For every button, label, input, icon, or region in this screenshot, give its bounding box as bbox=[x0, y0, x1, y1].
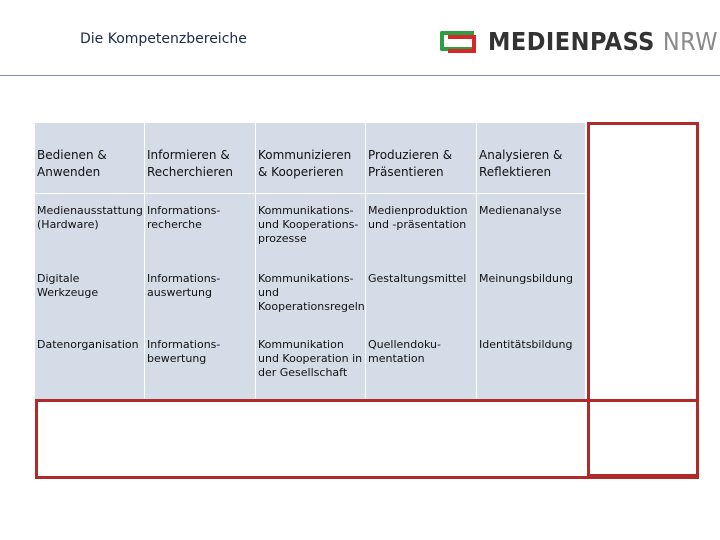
table-cell: Medienanalyse bbox=[479, 204, 562, 217]
column-informieren bbox=[145, 123, 256, 401]
table-cell: Gestaltungsmittel bbox=[368, 272, 467, 285]
column-header: Produzieren & Präsentieren bbox=[368, 148, 453, 179]
table-cell: Kommunikations- und Kooperations-prozesse bbox=[258, 204, 359, 245]
column-header: Analysieren & Reflektieren bbox=[479, 148, 563, 179]
table-cell: Informations-recherche bbox=[147, 204, 221, 231]
table-cell: Digitale Werkzeuge bbox=[37, 272, 99, 299]
table-cell: Datenorganisation bbox=[37, 338, 139, 351]
highlight-frame-bottom bbox=[35, 399, 699, 479]
table-cell: Quellendoku-mentation bbox=[368, 338, 441, 365]
table-cell: Meinungsbildung bbox=[479, 272, 573, 285]
column-analysieren bbox=[477, 123, 585, 401]
header-divider bbox=[0, 75, 720, 76]
table-cell: Informations-auswertung bbox=[147, 272, 221, 299]
table-cell: Identitätsbildung bbox=[479, 338, 573, 351]
column-header: Kommunizieren & Kooperieren bbox=[258, 148, 352, 179]
column-header: Informieren & Recherchieren bbox=[147, 148, 234, 179]
column-kommunizieren bbox=[256, 123, 366, 401]
logo-main: MEDIENPASS bbox=[488, 26, 655, 56]
table-cell: Kommunikations- und Kooperationsregeln bbox=[258, 272, 365, 313]
header-separator bbox=[35, 193, 585, 194]
column-header: Bedienen & Anwenden bbox=[37, 148, 107, 179]
competence-table bbox=[35, 123, 585, 401]
table-cell: Medienproduktion und -präsentation bbox=[368, 204, 468, 231]
table-cell: Kommunikation und Kooperation in der Gesellschaft bbox=[258, 338, 363, 379]
logo-suffix: NRW bbox=[662, 26, 719, 56]
medienpass-logo bbox=[440, 26, 718, 56]
table-cell: Informations-bewertung bbox=[147, 338, 221, 365]
column-produzieren bbox=[366, 123, 477, 401]
column-bedienen bbox=[35, 123, 145, 401]
logo-text bbox=[488, 27, 718, 56]
page-title: Die Kompetenzbereiche bbox=[80, 31, 247, 47]
table-cell: Medienausstattung (Hardware) bbox=[37, 204, 143, 231]
logo-mark-icon bbox=[440, 29, 476, 53]
